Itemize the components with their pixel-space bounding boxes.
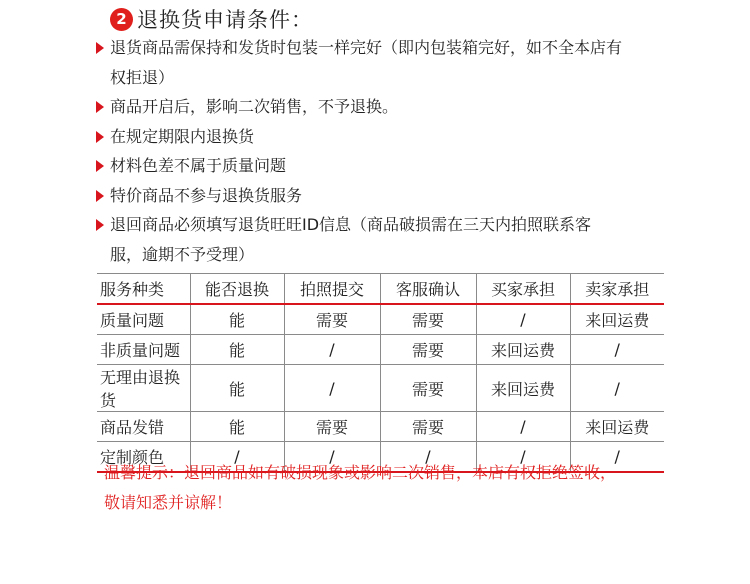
rule-item [96, 210, 696, 269]
triangle-bullet-icon [96, 131, 104, 143]
triangle-bullet-icon [96, 219, 104, 231]
table-cell: 定制颜色 [97, 442, 190, 473]
section-header [110, 4, 313, 34]
table-cell: / [190, 442, 284, 473]
table-cell: / [476, 442, 570, 473]
table-cell: 来回运费 [476, 365, 570, 412]
section-title: 退换货申请条件： [137, 8, 313, 32]
column-header: 拍照提交 [284, 274, 380, 305]
table-cell: 来回运费 [570, 304, 664, 335]
table-cell: 商品发错 [97, 412, 190, 442]
rule-text: 材料色差不属于质量问题 [110, 156, 287, 175]
rule-text: 退货商品需保持和发货时包装一样完好（即内包装箱完好，如不全本店有 [110, 38, 623, 57]
table-cell: 需要 [380, 412, 476, 442]
table-cell: / [476, 412, 570, 442]
rule-text: 商品开启后，影响二次销售，不予退换。 [110, 97, 399, 116]
rule-item [96, 181, 696, 211]
column-header: 买家承担 [476, 274, 570, 305]
table-cell: 能 [190, 365, 284, 412]
table-cell: / [570, 442, 664, 473]
table-cell: / [284, 442, 380, 473]
table-cell: 能 [190, 304, 284, 335]
table-cell: / [284, 335, 380, 365]
rules-list [96, 33, 696, 269]
table-cell: 质量问题 [97, 304, 190, 335]
table-cell: 需要 [380, 335, 476, 365]
table-cell: / [570, 365, 664, 412]
table-cell: / [380, 442, 476, 473]
table-header-row [97, 274, 664, 305]
table-cell: 来回运费 [476, 335, 570, 365]
table-cell: 非质量问题 [97, 335, 190, 365]
table-cell: 无理由退换货 [97, 365, 190, 412]
column-header: 能否退换 [190, 274, 284, 305]
rule-text-continued: 权拒退） [110, 67, 175, 87]
rule-item [96, 92, 696, 122]
rule-text: 在规定期限内退换货 [110, 126, 255, 146]
service-table [97, 273, 664, 473]
table-cell: 需要 [380, 365, 476, 412]
table-row [97, 412, 664, 442]
triangle-bullet-icon [96, 190, 104, 202]
warm-tip [104, 458, 684, 518]
rule-item [96, 122, 696, 152]
table-cell: 来回运费 [570, 412, 664, 442]
table-cell: 需要 [284, 304, 380, 335]
tip-text: 温馨提示：退回商品如有破损现象或影响二次销售，本店有权拒绝签收， [104, 463, 617, 482]
table-cell: 能 [190, 412, 284, 442]
table-cell: / [570, 335, 664, 365]
table-row [97, 335, 664, 365]
table-row [97, 365, 664, 412]
rule-text: 退回商品必须填写退货旺旺ID信息（商品破损需在三天内拍照联系客 [110, 215, 592, 234]
rule-item [96, 151, 696, 181]
section-number-badge: 2 [110, 8, 133, 31]
rule-text-continued: 服，逾期不予受理） [110, 244, 255, 264]
triangle-bullet-icon [96, 160, 104, 172]
table-cell: 需要 [284, 412, 380, 442]
table-row [97, 304, 664, 335]
table-cell: / [284, 365, 380, 412]
column-header: 客服确认 [380, 274, 476, 305]
rule-text: 特价商品不参与退换货服务 [110, 185, 303, 205]
tip-text-continued: 敬请知悉并谅解！ [104, 493, 233, 512]
rule-item [96, 33, 696, 92]
column-header: 卖家承担 [570, 274, 664, 305]
column-header: 服务种类 [97, 274, 190, 305]
table-cell: 能 [190, 335, 284, 365]
table-cell: / [476, 304, 570, 335]
table-cell: 需要 [380, 304, 476, 335]
triangle-bullet-icon [96, 101, 104, 113]
triangle-bullet-icon [96, 42, 104, 54]
